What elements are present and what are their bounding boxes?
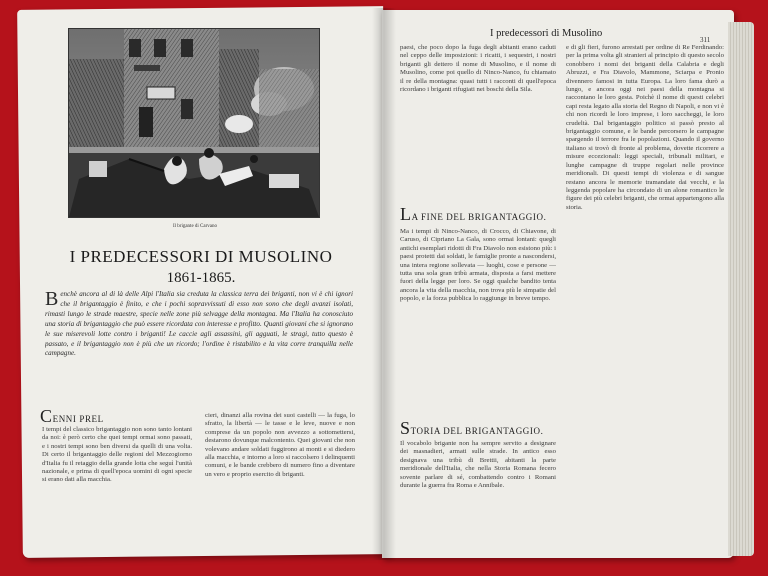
section-heading-left xyxy=(40,406,104,427)
left-column-2: cieri, dinanzi alla rovina dei suoi castelli — la fuga, lo sfratto, la libertà — le tasse e le leve, nuove e non comprese da un popolo non avvezzo a sottomettersi, destarono dovunque malcontento. Quei giovani che non volevano andare soldati fuggirono ai monti e si diedero alla macchia, e intorno a loro si raccolsero i delinquenti comuni, e le bande crebbero di numero fino a diventare un vero e proprio esercito di briganti. xyxy=(205,412,355,478)
heading-storia-rest: TORIA DEL BRIGANTAGGIO. xyxy=(410,426,544,436)
illustration-caption: Il brigante di Carvano xyxy=(172,224,217,229)
right-column-1-bottom: Il vocabolo brigante non ha sempre servito a designare dei masnadieri, armati sulle strade. In antico esso designava una tribù di Brettii, abitanti la parte meridionale dell'Italia, che nella Storia Romana fecero sovente parlare di sé, combattendo contro i Romani durante la guerra fra Roma e Annibale. xyxy=(400,440,556,490)
right-column-1-middle: Ma i tempi di Ninco-Nanco, di Crocco, di Chiavone, di Caruso, di Cipriano La Gala, sono ormai lontani: quegli antichi esemplari ridotti di Fra Diavolo non esistono più: i paesi protetti dai soldati, le famiglie pronte a nascondersi, una intera regione sollevata — luoghi, cose e persone — tutta una sola gran tribù armata, disposta a farsi mettere fuori della legge per loro. Se oggi qualche bandito tenta ancora la vita della macchia, non trova più le simpatie del popolo, e la forza pubblica lo raggiunge in breve tempo. xyxy=(400,228,556,303)
section-heading-fine xyxy=(400,204,546,225)
section-heading-rest: ENNI PREL xyxy=(52,414,104,424)
left-column-1: I tempi del classico brigantaggio non sono tanto lontani da noi: è però certo che quei tempi ormai sono passati, e i nostri tempi sono ben diversi da quelli di una volta. Di certo il brigantaggio delle regioni del Mezzogiorno d'Italia fu il retaggio della grande lotta che seguì l'unità nazionale, e prima di quell'epoca uomini di ogni specie si erano dati alla macchia. xyxy=(42,426,192,484)
heading-storia-drop: S xyxy=(400,418,411,438)
running-head: I predecessori di Musolino xyxy=(490,28,603,39)
chapter-dates: 1861-1865. xyxy=(166,270,236,286)
chapter-title: I PREDECESSORI DI MUSOLINO xyxy=(69,247,333,266)
heading-fine-rest: A FINE DEL BRIGANTAGGIO. xyxy=(411,212,547,222)
right-column-1-top: paesi, che poco dopo la fuga degli abitanti erano caduti nel ceppo delle imposizioni: i ricatti, i sequestri, i nostri briganti gli dettero il nome di Musolino, e il nome di Musolino, come poi quello di Ninco-Nanco, fu chiamato il re della montagna: quasi tutti i racconti di quell'epoca ricordano i briganti rifugiati nei boschi della Sila. xyxy=(400,44,556,94)
intro-drop-cap: B xyxy=(45,290,59,310)
book-gutter xyxy=(372,8,396,560)
page-edges xyxy=(728,22,754,556)
section-heading-storia xyxy=(400,418,543,439)
right-column-2: e di gli fieri, furono arrestati per ordine di Re Ferdinando: per la prima volta gli stranieri al principio di questo secolo conobbero i nomi dei briganti della Calabria e degli Abruzzi, e Fra Diavolo, Mammone, Sciarpa e Pronio divennero famosi in tutta Europa. La loro fama durò a lungo, e ancora oggi nei paesi della montagna si raccontano le loro gesta. Poichè il nome di questi celebri capi resta legato alla storia del Regno di Napoli, e non vi è chi non ricordi le loro imprese, i loro saccheggi, le loro crudeltà. Dal brigantaggio politico si passò presto al brigantaggio comune, e le bande percorsero le campagne spargendo il terrore fra le popolazioni. Quando il governo italiano si trovò di fronte al problema, dovette ricorrere a misure eccezionali: leggi speciali, tribunali militari, e lunghe campagne di truppe regolari nelle province meridionali. Di questi tempi di violenza e di sangue restano ancora le memorie tramandate dai vecchi, e la leggenda popolare ha circondato di un alone romantico le figure dei più celebri briganti, che ormai appartengono alla storia. xyxy=(566,44,724,211)
page-number: 311 xyxy=(700,36,711,44)
section-heading-drop: C xyxy=(40,406,53,426)
engraving-illustration xyxy=(68,28,320,218)
heading-fine-drop: L xyxy=(400,204,412,224)
intro-text: enchè ancora al di là delle Alpi l'Italia sia creduta la classica terra dei briganti, non vi è chi ignori che il brigantaggio è finito, e che i pochi sopravvissuti di esso non sono che degli avanzi isolati, rimasti lungo le strade maestre, specie nelle zone più selvagge della montagna. Ma l'Italia ha conosciuto una storia di brigantaggio che può essere ricordata con interesse e profitto. Quanti giovani che si ignorano le sue miserevoli lotte contro i briganti! Le caccie agli assassini, gli agguati, le stragi, tutto questo è passato, e il brigantaggio non è più che un ricordo; l'ordine è ristabilito e la vita corre tranquilla nelle campagne. xyxy=(45,290,353,358)
intro-paragraph xyxy=(45,290,353,400)
